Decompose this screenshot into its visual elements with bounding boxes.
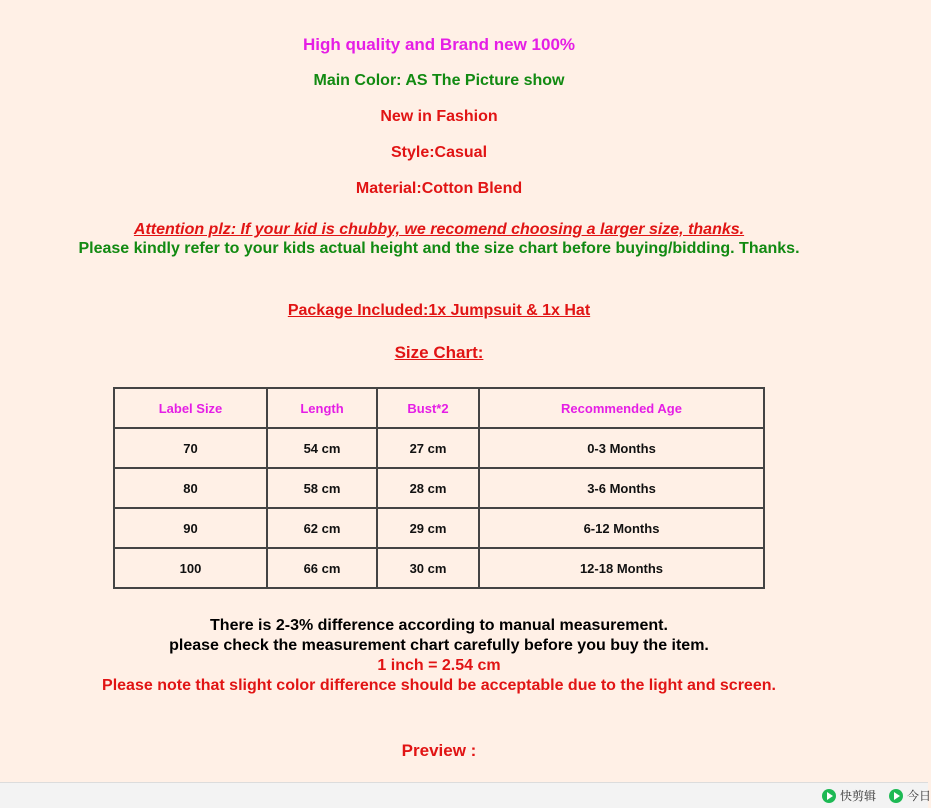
header-length: Length (267, 388, 377, 428)
new-in-fashion-text: New in Fashion (380, 108, 498, 125)
cell-age: 3-6 Months (479, 468, 764, 508)
material-text: Material:Cotton Blend (355, 180, 523, 197)
check-note: please check the measurement chart carefully before you buy the item. (169, 637, 709, 654)
preview-heading: Preview : (401, 741, 477, 760)
cell-label-size: 70 (114, 428, 267, 468)
cell-label-size: 90 (114, 508, 267, 548)
cell-length: 54 cm (267, 428, 377, 468)
table-row (114, 468, 764, 508)
inch-conversion-note: 1 inch = 2.54 cm (377, 657, 501, 674)
size-chart-table (113, 387, 765, 589)
attention-note: Attention plz: If your kid is chubby, we recomend choosing a larger size, thanks. (133, 221, 745, 238)
cell-bust: 27 cm (377, 428, 479, 468)
header-label-size: Label Size (114, 388, 267, 428)
cell-length: 58 cm (267, 468, 377, 508)
table-row (114, 428, 764, 468)
headline: High quality and Brand new 100% (302, 35, 576, 54)
play-icon (822, 789, 836, 803)
header-recommended-age: Recommended Age (479, 388, 764, 428)
taskbar (0, 782, 931, 808)
cell-length: 62 cm (267, 508, 377, 548)
table-row (114, 548, 764, 588)
table-row (114, 508, 764, 548)
play-icon (889, 789, 903, 803)
cell-bust: 28 cm (377, 468, 479, 508)
main-color-text: Main Color: AS The Picture show (313, 72, 565, 89)
taskbar-item-label: 今日 (907, 789, 931, 803)
package-included-text: Package Included:1x Jumpsuit & 1x Hat (287, 302, 591, 319)
difference-note: There is 2-3% difference according to manual measurement. (210, 617, 668, 634)
header-bust: Bust*2 (377, 388, 479, 428)
cell-bust: 29 cm (377, 508, 479, 548)
table-header-row (114, 388, 764, 428)
taskbar-item-kuaijianji[interactable] (822, 787, 876, 804)
cell-age: 6-12 Months (479, 508, 764, 548)
color-difference-note: Please note that slight color difference should be acceptable due to the light and screen. (102, 677, 776, 694)
taskbar-item-today[interactable] (889, 787, 931, 804)
cell-label-size: 80 (114, 468, 267, 508)
cell-age: 12-18 Months (479, 548, 764, 588)
style-text: Style:Casual (390, 144, 488, 161)
refer-note: Please kindly refer to your kids actual height and the size chart before buying/bidding. Thanks. (78, 240, 800, 257)
cell-label-size: 100 (114, 548, 267, 588)
cell-length: 66 cm (267, 548, 377, 588)
cell-bust: 30 cm (377, 548, 479, 588)
taskbar-item-label: 快剪辑 (840, 789, 877, 803)
cell-age: 0-3 Months (479, 428, 764, 468)
size-chart-title: Size Chart: (394, 343, 484, 362)
